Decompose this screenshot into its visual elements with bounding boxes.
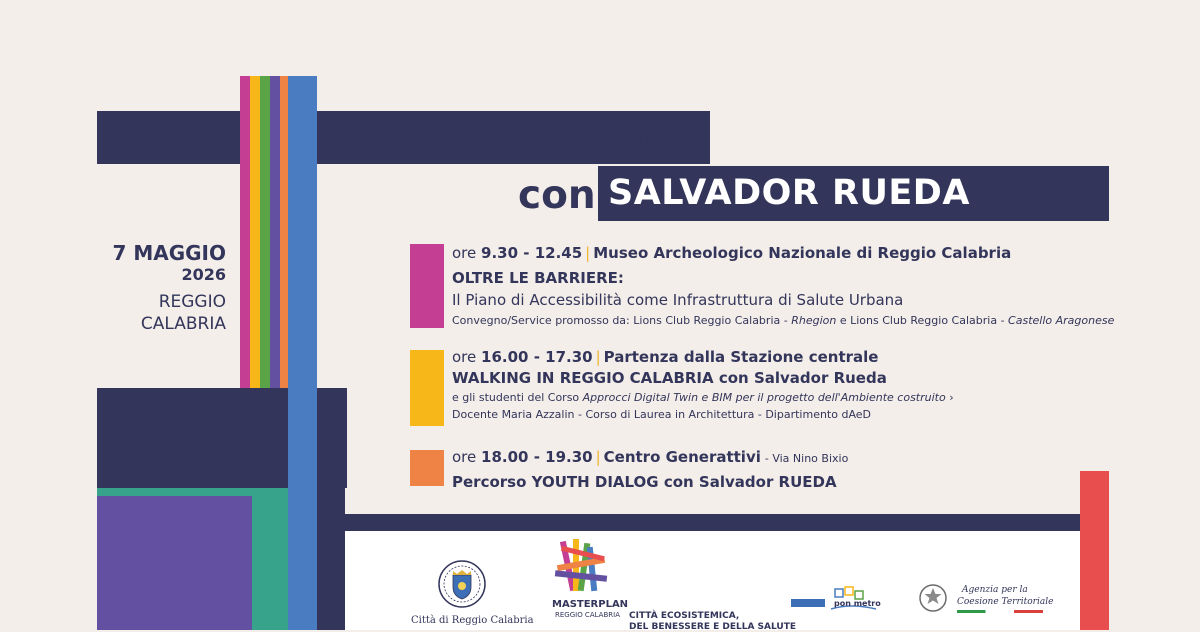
event-3: [452, 447, 848, 493]
masterplan-desc-1: CITTÀ ECOSISTEMICA,: [629, 611, 740, 621]
event-1-separator: |: [585, 244, 591, 262]
event-1-subtitle: Il Piano di Accessibilità come Infrastruttura di Salute Urbana: [452, 291, 904, 309]
event-3-location: Centro Generattivi: [603, 448, 761, 466]
event-3-separator: |: [595, 448, 601, 466]
event-2: [452, 347, 954, 423]
date-city-line1: REGGIO: [158, 292, 226, 312]
event-1-ore: ore: [452, 244, 477, 262]
navy-bar-footer: [317, 514, 1080, 532]
event-1-note: [452, 312, 1114, 329]
masterplan-desc-2: DEL BENESSERE E DELLA SALUTE: [629, 622, 797, 632]
event-marker-orange: [410, 450, 444, 486]
stripe-green: [260, 76, 270, 388]
event-3-address: - Via Nino Bixio: [764, 452, 849, 465]
masterplan-label: MASTERPLAN: [552, 599, 629, 610]
city-emblem-icon: [437, 559, 487, 609]
italian-emblem-icon: [918, 583, 948, 613]
masterplan-sublabel: REGGIO CALABRIA: [555, 611, 620, 619]
event-2-location: Partenza dalla Stazione centrale: [603, 348, 879, 366]
title-con: con: [518, 173, 596, 218]
agenzia-flag-line: [957, 610, 1043, 613]
title-incontri: incontri: [518, 114, 689, 159]
purple-bar: [97, 496, 252, 630]
title-name-box: SALVADOR RUEDA: [598, 166, 1109, 221]
event-2-time: 16.00 - 17.30: [481, 348, 593, 366]
stripe-yellow: [250, 76, 260, 388]
event-3-time-line: [452, 447, 848, 469]
event-1-time: 9.30 - 12.45: [481, 244, 583, 262]
event-1-note-a: Convegno/Service promosso da: Lions Club Reggio Calabria -: [452, 314, 792, 327]
event-3-ore: ore: [452, 448, 477, 466]
event-3-title: Percorso YOUTH DIALOG con Salvador RUEDA: [452, 473, 837, 491]
event-2-note: [452, 389, 954, 406]
event-2-time-line: [452, 347, 954, 367]
event-2-note-a: e gli studenti del Corso: [452, 391, 583, 404]
event-1-note-b: Rhegion: [791, 314, 837, 327]
date-year: 2026: [181, 265, 226, 284]
masterplan-logo-icon: [551, 537, 611, 595]
event-2-title: WALKING IN REGGIO CALABRIA con Salvador Rueda: [452, 369, 887, 387]
event-1-note-c: e Lions Club Reggio Calabria -: [836, 314, 1009, 327]
pon-metro-label: pon metro: [834, 599, 881, 608]
event-2-note-b: Approcci Digital Twin e BIM per il progetto dell'Ambiente costruito: [582, 391, 946, 404]
date-block: [112, 241, 226, 335]
event-3-time: 18.00 - 19.30: [481, 448, 593, 466]
event-2-separator: |: [595, 348, 601, 366]
agenzia-label-2: Coesione Territoriale: [957, 597, 1054, 607]
stripe-blue: [288, 76, 317, 630]
event-2-note-c: ›: [945, 391, 954, 404]
event-marker-magenta: [410, 244, 444, 328]
event-marker-yellow: [410, 350, 444, 426]
event-1-time-line: [452, 243, 1114, 263]
footer-logos-panel: [345, 531, 1080, 630]
event-1: [452, 243, 1114, 329]
date-day-month: 7 MAGGIO: [112, 241, 226, 265]
event-1-title: OLTRE LE BARRIERE:: [452, 269, 624, 287]
stripe-magenta: [240, 76, 250, 388]
event-2-note2: Docente Maria Azzalin - Corso di Laurea in Architettura - Dipartimento dAeD: [452, 408, 872, 421]
city-label: Città di Reggio Calabria: [411, 615, 534, 626]
event-1-note-d: Castello Aragonese: [1008, 314, 1115, 327]
stripe-purple: [270, 76, 280, 388]
red-bar-right: [1080, 471, 1109, 630]
navy-bar-vertical: [317, 388, 345, 630]
date-city-line2: CALABRIA: [140, 314, 226, 334]
event-2-ore: ore: [452, 348, 477, 366]
date-city: [112, 291, 226, 335]
event-1-location: Museo Archeologico Nazionale di Reggio Calabria: [593, 244, 1012, 262]
stripe-orange: [280, 76, 288, 388]
agenzia-label-1: Agenzia per la: [962, 585, 1028, 595]
